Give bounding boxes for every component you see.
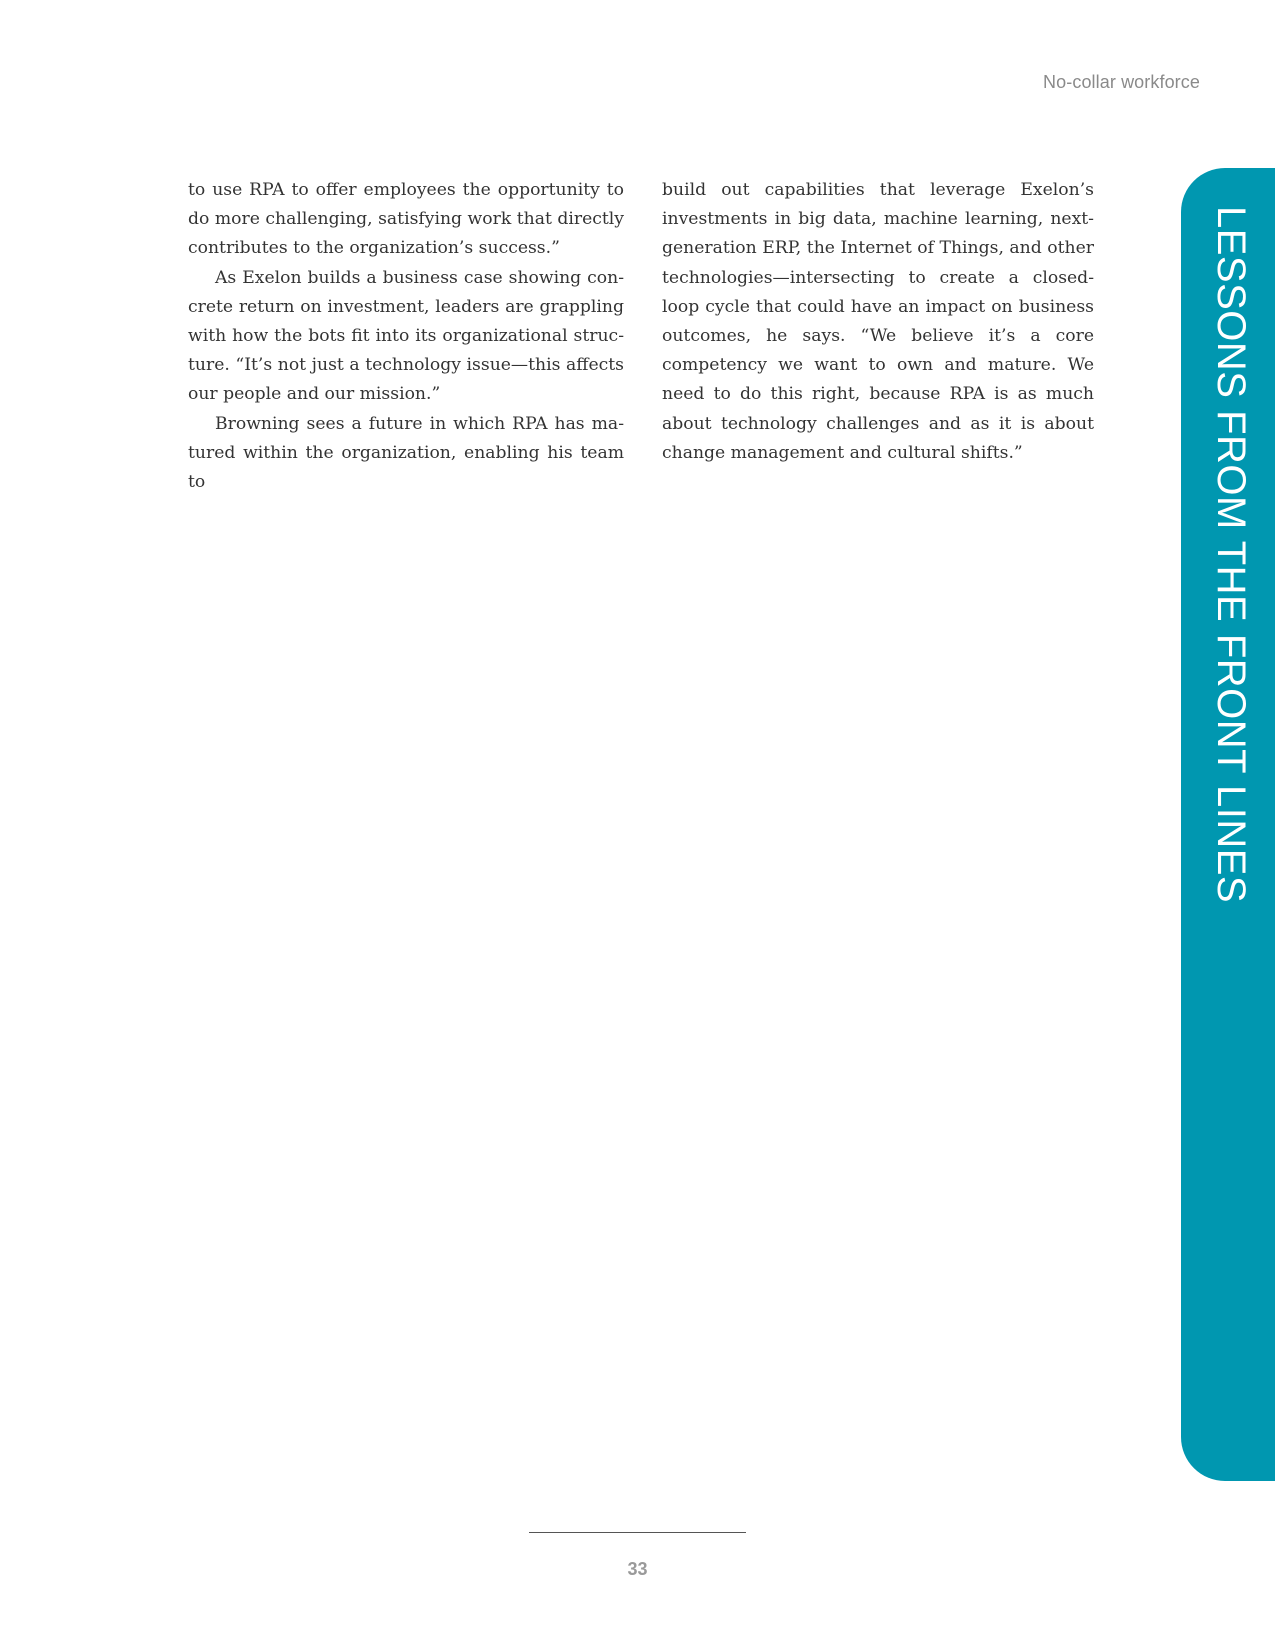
section-side-tab-label: LESSONS FROM THE FRONT LINES <box>1209 206 1253 904</box>
page-number: 33 <box>627 1559 648 1579</box>
body-column-right <box>662 176 1094 468</box>
paragraph: to use RPA to offer employees the opportunity to do more challenging, satisfying work that directly contributes to the organization’s success.” <box>188 180 624 259</box>
running-header-title: No-collar workforce <box>1043 72 1200 92</box>
body-column-left <box>188 176 624 497</box>
footer-divider <box>529 1532 746 1533</box>
paragraph: As Exelon builds a business case showing concrete return on investment, leaders are grappling with how the bots fit into its organizational structure. “It’s not just a technology issue—this affects our people and our mission.” <box>188 267 624 405</box>
paragraph: build out capabilities that leverage Exelon’s investments in big data, machine learning, next-generation ERP, the Internet of Things, and other technologies—intersecting to create a closed-loop cycle that could have an impact on business outcomes, he says. “We believe it’s a core competency we want to own and mature. We need to do this right, because RPA is as much about technology challenges and as it is about change management and cultural shifts.” <box>662 180 1094 463</box>
paragraph: Browning sees a future in which RPA has matured within the organization, enabling his team to <box>188 413 624 493</box>
